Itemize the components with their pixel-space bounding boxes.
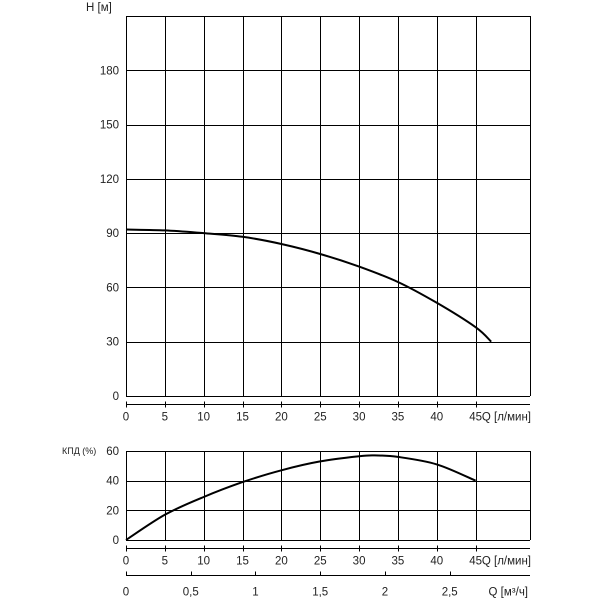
secondary-x-tick-label: 1,5: [312, 586, 329, 599]
x-tick-label: 45: [469, 411, 483, 424]
x-tick-label: 40: [430, 555, 444, 568]
x-tick-label: 20: [274, 411, 288, 424]
y-tick-label: 20: [106, 505, 119, 518]
x-tick-label: 10: [197, 411, 211, 424]
secondary-x-tick-label: 2: [381, 586, 389, 599]
flow-m3h-axis: [123, 572, 530, 599]
x-tick-label: 0: [122, 411, 130, 424]
x-tick-label: 15: [236, 555, 249, 568]
x-tick-label: 15: [236, 411, 249, 424]
x-tick-label: 35: [391, 555, 405, 568]
y-tick-label: 90: [106, 228, 119, 241]
y-axis-label: КПД (%): [62, 446, 97, 456]
x-tick-label: 5: [161, 555, 169, 568]
x-tick-label: 30: [352, 555, 366, 568]
secondary-x-axis-label: Q [м³/ч]: [488, 586, 528, 599]
head-plot: [86, 2, 531, 424]
x-axis-label: Q [л/мин]: [481, 411, 531, 424]
y-tick-label: 60: [106, 446, 119, 458]
x-tick-label: 0: [122, 555, 130, 568]
y-tick-label: 0: [112, 535, 119, 547]
y-tick-label: 180: [99, 65, 119, 78]
series-line: [126, 230, 491, 342]
y-tick-label: 40: [106, 475, 119, 488]
x-tick-label: 10: [197, 555, 211, 568]
efficiency-plot: [62, 446, 531, 568]
y-axis-label: H [м]: [86, 2, 112, 14]
series-line: [126, 455, 476, 540]
y-tick-label: 120: [99, 173, 119, 186]
y-tick-label: 60: [106, 282, 119, 295]
x-tick-label: 35: [391, 411, 405, 424]
x-tick-label: 25: [313, 555, 327, 568]
y-tick-label: 0: [112, 391, 119, 403]
x-tick-label: 30: [352, 411, 366, 424]
y-tick-label: 150: [99, 119, 119, 132]
x-tick-label: 40: [430, 411, 444, 424]
secondary-x-tick-label: 2,5: [441, 586, 458, 599]
x-tick-label: 20: [274, 555, 288, 568]
secondary-x-tick-label: 0: [122, 586, 130, 599]
x-tick-label: 45: [469, 555, 483, 568]
y-tick-label: 30: [106, 336, 119, 349]
secondary-x-tick-label: 1: [252, 586, 259, 599]
x-tick-label: 25: [313, 411, 327, 424]
x-axis-label: Q [л/мин]: [481, 555, 531, 568]
x-tick-label: 5: [161, 411, 169, 424]
secondary-x-tick-label: 0,5: [182, 586, 199, 599]
